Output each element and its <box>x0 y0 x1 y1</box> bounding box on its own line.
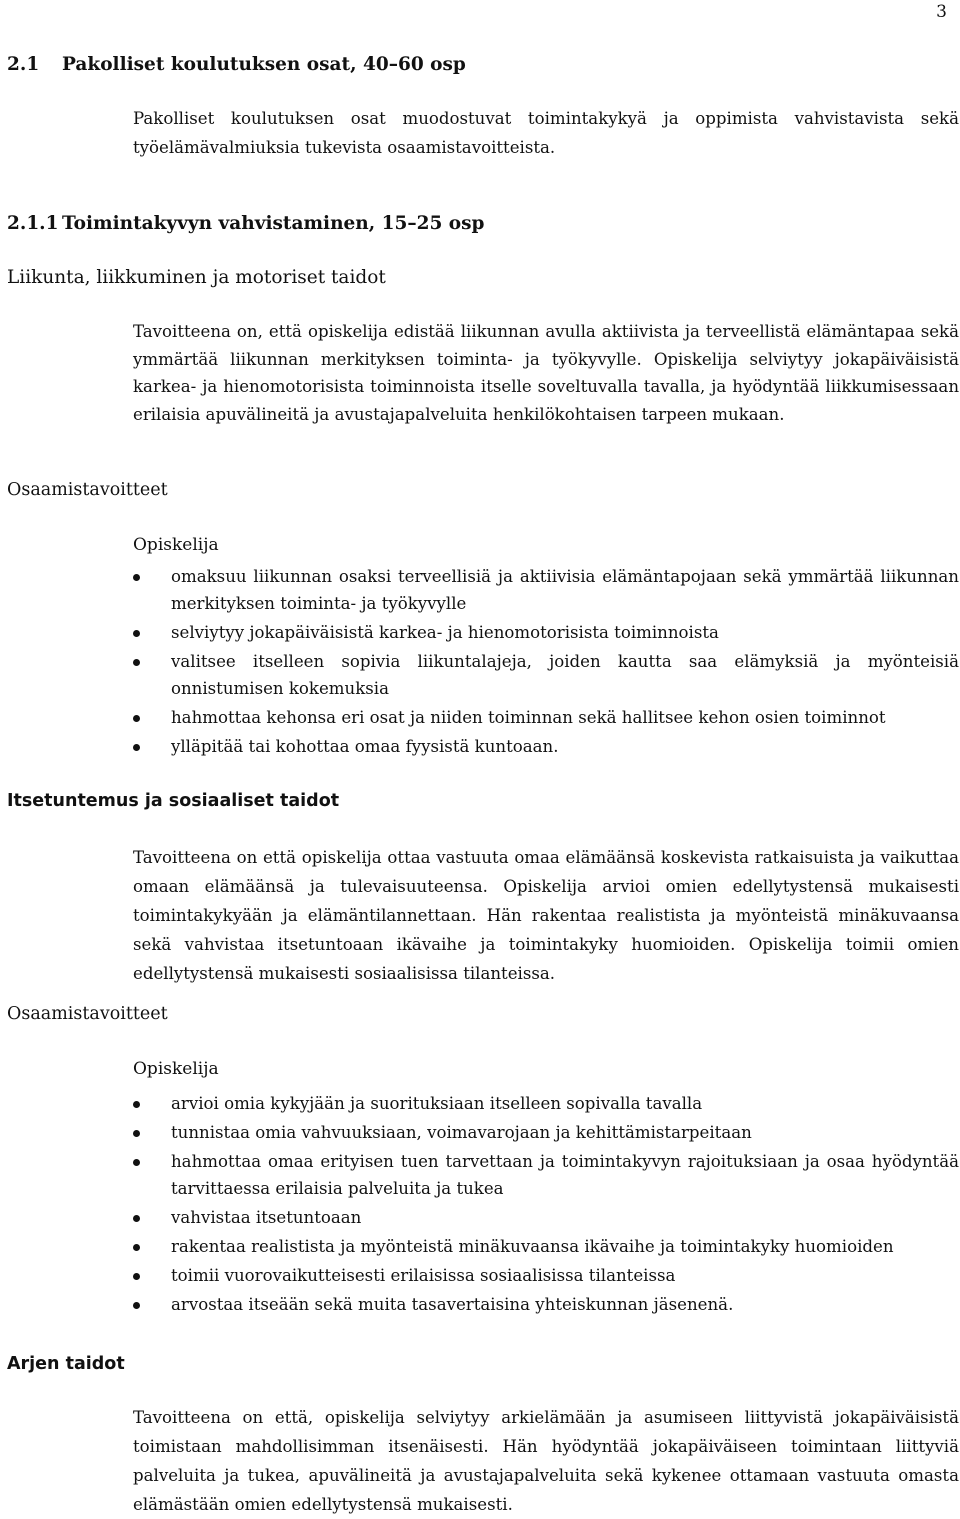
section-number: 2.1 <box>7 54 40 75</box>
block-1-subject: Opiskelija <box>133 535 219 555</box>
list-item: selviytyy jokapäiväisistä karkea- ja hienomotorisista toiminnoista <box>133 619 959 646</box>
list-item: arvioi omia kykyjään ja suorituksiaan itselleen sopivalla tavalla <box>133 1090 959 1117</box>
block-3-heading: Arjen taidot <box>7 1354 125 1374</box>
section-heading <box>7 54 466 75</box>
block-2-goal: Tavoitteena on että opiskelija ottaa vastuuta omaa elämäänsä koskevista ratkaisuista ja vaikuttaa omaan elämäänsä ja tulevaisuuteensa. Opiskelija arvioi omien edellytystensä mukaisesti toimintakykyään ja elämäntilannettaan. Hän rakentaa realistista ja myönteistä minäkuvaansa sekä vahvistaa itsetuntoaan ikävaihe ja toimintakyky huomioiden. Opiskelija toimii omien edellytystensä mukaisesti sosiaalisissa tilanteissa. <box>133 848 959 983</box>
subsection-number: 2.1.1 <box>7 213 59 234</box>
block-2-heading: Itsetuntemus ja sosiaaliset taidot <box>7 791 340 811</box>
block-2-objectives-list <box>133 1090 959 1320</box>
block-1-objectives-list <box>133 563 959 762</box>
list-item: ylläpitää tai kohottaa omaa fyysistä kuntoaan. <box>133 733 959 760</box>
subsection-heading <box>7 213 485 234</box>
list-item: toimii vuorovaikutteisesti erilaisissa sosiaalisissa tilanteissa <box>133 1262 959 1289</box>
section-intro: Pakolliset koulutuksen osat muodostuvat toimintakykyä ja oppimista vahvistavista sekä työelämävalmiuksia tukevista osaamistavoitteista. <box>133 109 959 157</box>
section-title: Pakolliset koulutuksen osat, 40–60 osp <box>62 54 466 75</box>
list-item: arvostaa itseään sekä muita tasavertaisina yhteiskunnan jäsenenä. <box>133 1291 959 1318</box>
block-1-goal: Tavoitteena on, että opiskelija edistää liikunnan avulla aktiivista ja terveellistä elämäntapaa sekä ymmärtää liikunnan merkityksen toiminta- ja työkyvylle. Opiskelija selviytyy jokapäiväisistä karkea- ja hienomotorisista toiminnoista itselle soveltuvalla tavalla, ja hyödyntää liikkumisessaan erilaisia apuvälineitä ja avustajapalveluita henkilökohtaisen tarpeen mukaan. <box>133 322 959 424</box>
list-item: omaksuu liikunnan osaksi terveellisiä ja aktiivisia elämäntapojaan sekä ymmärtää liikunnan merkityksen toiminta- ja työkyvylle <box>133 563 959 617</box>
block-1-heading: Liikunta, liikkuminen ja motoriset taidot <box>7 267 386 288</box>
list-item: hahmottaa kehonsa eri osat ja niiden toiminnan sekä hallitsee kehon osien toiminnot <box>133 704 959 731</box>
list-item: vahvistaa itsetuntoaan <box>133 1204 959 1231</box>
block-3-goal: Tavoitteena on että, opiskelija selviytyy arkielämään ja asumiseen liittyvistä jokapäiväisistä toimistaan mahdollisimman itsenäisesti. Hän hyödyntää jokapäiväiseen toimintaan liittyviä palveluita ja tukea, apuvälineitä ja avustajapalveluita sekä kykenee ottamaan vastuuta omasta elämästään omien edellytystensä mukaisesti. <box>133 1408 959 1514</box>
block-1-objectives-label: Osaamistavoitteet <box>7 480 168 500</box>
list-item: valitsee itselleen sopivia liikuntalajeja, joiden kautta saa elämyksiä ja myönteisiä onnistumisen kokemuksia <box>133 648 959 702</box>
block-2-subject: Opiskelija <box>133 1059 219 1079</box>
subsection-title: Toimintakyvyn vahvistaminen, 15–25 osp <box>62 213 485 234</box>
list-item: hahmottaa omaa erityisen tuen tarvettaan ja toimintakyvyn rajoituksiaan ja osaa hyödyntää tarvittaessa erilaisia palveluita ja tukea <box>133 1148 959 1202</box>
list-item: rakentaa realistista ja myönteistä minäkuvaansa ikävaihe ja toimintakyky huomioiden <box>133 1233 959 1260</box>
page-number: 3 <box>936 2 947 22</box>
block-2-objectives-label: Osaamistavoitteet <box>7 1004 168 1024</box>
list-item: tunnistaa omia vahvuuksiaan, voimavarojaan ja kehittämistarpeitaan <box>133 1119 959 1146</box>
